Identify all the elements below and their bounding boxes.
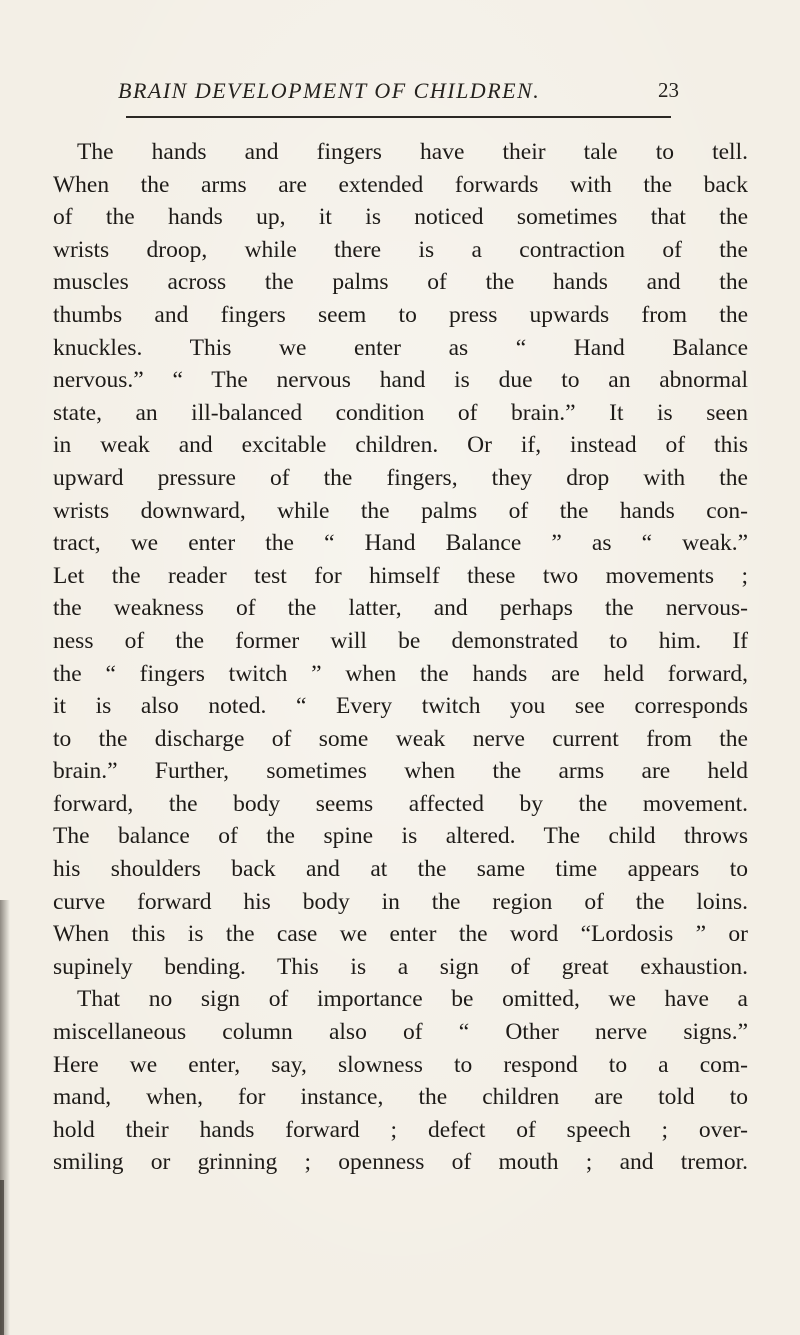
running-head: BRAIN DEVELOPMENT OF CHILDREN.	[118, 78, 541, 103]
text-line: his shoulders back and at the same time appears to	[53, 856, 748, 883]
text-line: tract, we enter the “ Hand Balance ” as “ weak.”	[53, 530, 748, 557]
text-line: the “ fingers twitch ” when the hands are held forward,	[53, 660, 748, 687]
text-line: muscles across the palms of the hands and the	[53, 269, 748, 296]
text-line: supinely bending. This is a sign of great exhaustion.	[53, 953, 748, 980]
text-line: in weak and excitable children. Or if, instead of this	[53, 432, 748, 459]
text-line: hold their hands forward ; defect of speech ; over-	[53, 1116, 748, 1143]
text-line: nervous.” “ The nervous hand is due to an abnormal	[53, 367, 748, 394]
text-line: knuckles. This we enter as “ Hand Balance	[53, 334, 748, 361]
page-edge-dark	[0, 1180, 4, 1335]
text-line: ness of the former will be demonstrated to him. If	[53, 627, 748, 654]
text-line: thumbs and fingers seem to press upwards from the	[53, 301, 748, 328]
page-number: 23	[658, 78, 679, 102]
text-line: wrists droop, while there is a contraction of the	[53, 236, 748, 263]
text-line: mand, when, for instance, the children are told to	[53, 1084, 748, 1111]
text-line: upward pressure of the fingers, they drop with the	[53, 464, 748, 491]
text-line: brain.” Further, sometimes when the arms are held	[53, 758, 748, 785]
header-rule	[126, 116, 671, 118]
text-line: wrists downward, while the palms of the hands con-	[53, 497, 748, 524]
text-line: the weakness of the latter, and perhaps the nervous-	[53, 595, 748, 622]
page-header	[0, 74, 800, 114]
text-line: Here we enter, say, slowness to respond to a com-	[53, 1051, 748, 1078]
text-line: miscellaneous column also of “ Other nerve signs.”	[53, 1019, 748, 1046]
text-line: Let the reader test for himself these two movements ;	[53, 562, 748, 589]
text-line: curve forward his body in the region of the loins.	[53, 888, 748, 915]
body-text	[53, 136, 748, 1179]
text-line: That no sign of importance be omitted, we have a	[77, 986, 748, 1013]
text-line: When this is the case we enter the word “Lordosis ” or	[53, 921, 748, 948]
text-line: forward, the body seems affected by the movement.	[53, 790, 748, 817]
text-line: state, an ill-balanced condition of brain.” It is seen	[53, 399, 748, 426]
text-line: The hands and fingers have their tale to tell.	[77, 139, 748, 165]
text-line: of the hands up, it is noticed sometimes that the	[53, 204, 748, 231]
text-line: smiling or grinning ; openness of mouth ; and tremor.	[53, 1149, 748, 1176]
text-line: When the arms are extended forwards with the back	[53, 171, 748, 198]
text-line: it is also noted. “ Every twitch you see corresponds	[53, 693, 748, 720]
text-line: to the discharge of some weak nerve current from the	[53, 725, 748, 752]
text-line: The balance of the spine is altered. The child throws	[53, 823, 748, 850]
